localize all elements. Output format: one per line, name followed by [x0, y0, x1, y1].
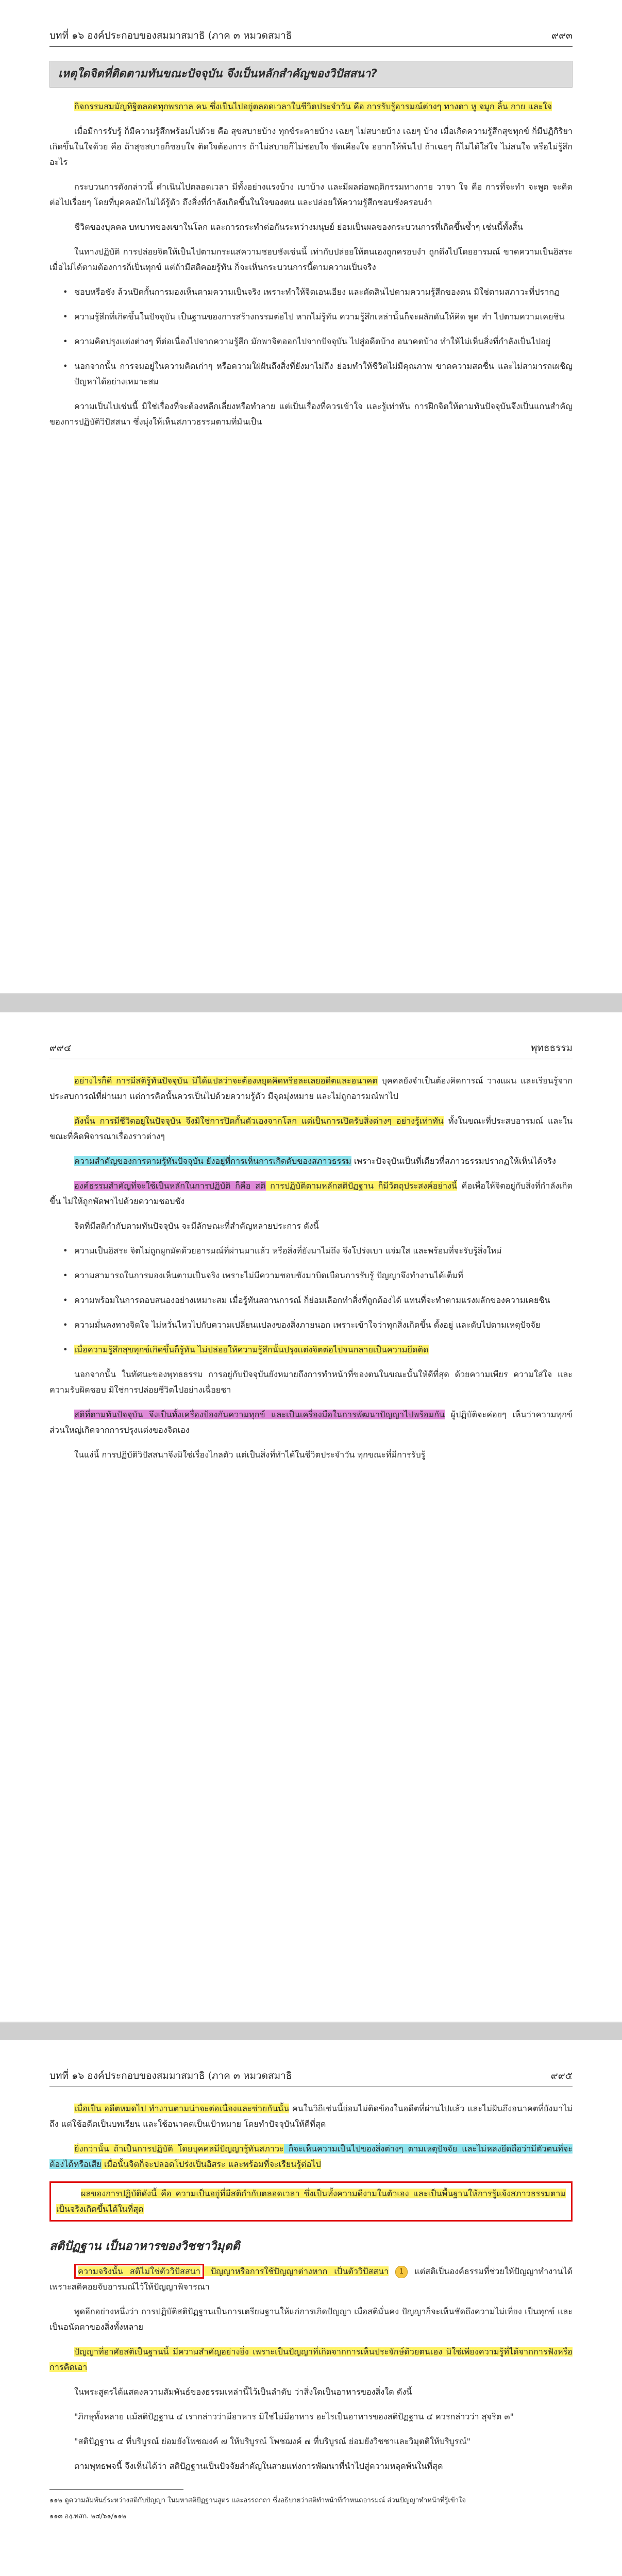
bullet-item: • ความเป็นอิสระ จิตไม่ถูกผูกมัดด้วยอารมณ์ที่ผ่านมาแล้ว หรือสิ่งที่ยังมาไม่ถึง จึงโปร่งเบา แจ่มใส และพร้อมที่จะรับรู้สิ่งใหม่ — [49, 1243, 573, 1259]
paragraph: ตามพุทธพจนี้ จึงเห็นได้ว่า สติปัฏฐานเป็นปัจจัยสำคัญในสายแห่งการพัฒนาที่นำไปสู่ความหลุดพ้นในที่สุด — [74, 2461, 443, 2471]
highlighted-text: ดังนั้น การมีชีวิตอยู่ในปัจจุบัน จึงมิใช่การปิดกั้นตัวเองจากโลก แต่เป็นการเปิดรับสิ่งต่างๆ อย่างรู้เท่าทัน — [74, 1116, 444, 1126]
highlighted-text-magenta: สติที่ตามทันปัจจุบัน จึงเป็นทั้งเครื่องป้องกันความทุกข์ และเป็นเครื่องมือในการพัฒนาปัญญาไปพร้อมกัน — [74, 1410, 445, 1419]
quote: "ภิกษุทั้งหลาย แม้สติปัฏฐาน ๔ เรากล่าวว่ามีอาหาร มิใช่ไม่มีอาหาร อะไรเป็นอาหารของสติปัฏฐาน ๔ ควรกล่าวว่า สุจริต ๓" — [74, 2412, 514, 2421]
paragraph: ความเป็นไปเช่นนี้ มิใช่เรื่องที่จะต้องหลีกเลี่ยงหรือทำลาย แต่เป็นเรื่องที่ควรเข้าใจ และรู้เท่าทัน การฝึกจิตให้ตามทันปัจจุบันจึงเป็นแกนสำคัญของการปฏิบัติวิปัสสนา ซึ่งมุ่งให้เห็นสภาวธรรมตามที่มันเป็น — [49, 401, 573, 427]
header-book-title: พุทธธรรม — [530, 1042, 573, 1054]
highlighted-text: ยิ่งกว่านั้น ถ้าเป็นการปฏิบัติ โดยบุคคลมีปัญญารู้ทันสภาวะ — [74, 2144, 284, 2154]
highlighted-text-cyan: ก็จะเห็นความเป็นไปของสิ่งต่างๆ ตามเหตุปัจจัย และไม่หลงยึดถือว่ามีตัวตนที่จะต้องได้หรือเสีย — [49, 2144, 573, 2169]
highlighted-text: ความจริงนั้น สติไม่ใช่ตัววิปัสสนา — [78, 2266, 200, 2276]
paragraph: ในทางปฏิบัติ การปล่อยจิตให้เป็นไปตามกระแสความชอบชังเช่นนี้ เท่ากับปล่อยให้ตนเองถูกครอบงำ ถูกดึงไปโดยอารมณ์ ขาดความเป็นอิสระ เมื่อไม่ได้ตามต้องการก็เป็นทุกข์ แต่ถ้ามีสติคอยรู้ทัน ก็จะเห็นกระบวนการนี้ตามความเป็นจริง — [49, 247, 573, 272]
paragraph: พูดอีกอย่างหนึ่งว่า การปฏิบัติสติปัฏฐานเป็นการเตรียมฐานให้แก่การเกิดปัญญา เมื่อสติมั่นคง ปัญญาก็จะเห็นชัดถึงความไม่เที่ยง เป็นทุกข์ และเป็นอนัตตาของสิ่งทั้งหลาย — [49, 2307, 573, 2332]
paragraph-text: ทั้งในขณะที่ประสบอารมณ์ และในขณะที่คิดพิจารณาเรื่องราวต่างๆ — [49, 1116, 573, 1141]
paragraph: เมื่อมีการรับรู้ ก็มีความรู้สึกพร้อมไปด้วย คือ สุขสบายบ้าง ทุกข์ระคายบ้าง เฉยๆ ไม่สบายบ้าง เฉยๆ บ้าง เมื่อเกิดความรู้สึกสุขทุกข์ ก็มีปฏิกิริยาเกิดขึ้นในใจด้วย คือ ถ้าสุขสบายก็ชอบใจ ติดใจต้องการ ถ้าไม่สบายก็ไม่ชอบใจ ขัดเคืองใจ อยากให้พ้นไป ถ้าเฉยๆ ก็ไม่ได้ใส่ใจ ไม่สนใจ หรือไม่รู้สึกอะไร — [49, 126, 573, 167]
footnote-divider — [49, 2489, 183, 2490]
bullet-item: • ความมั่นคงทางจิตใจ ไม่หวั่นไหวไปกับความเปลี่ยนแปลงของสิ่งภายนอก เพราะเข้าใจว่าทุกสิ่งเกิดขึ้น ตั้งอยู่ และดับไปตามเหตุปัจจัย — [49, 1317, 573, 1333]
paragraph-text: ผู้ปฏิบัติจะค่อยๆ เห็นว่าความทุกข์ส่วนใหญ่เกิดจากการปรุงแต่งของจิตเอง — [49, 1410, 573, 1435]
header-page-number: ๙๙๓ — [551, 30, 573, 41]
bullet-item: • ความรู้สึกที่เกิดขึ้นในปัจจุบัน เป็นฐานของการสร้างกรรมต่อไป หากไม่รู้ทัน ความรู้สึกเหล่านั้นก็จะผลักดันให้คิด พูด ทำ ไปตามความเคยชิน — [49, 309, 573, 325]
highlighted-text-cyan: ความสำคัญของการตามรู้ทันปัจจุบัน ยังอยู่ที่การเห็นการเกิดดับของสภาวธรรม — [74, 1156, 351, 1166]
highlighted-text: ผลของการปฏิบัติดังนี้ คือ ความเป็นอยู่ที่มีสติกำกับตลอดเวลา ซึ่งเป็นทั้งความดีงามในตัวเอง และเป็นพื้นฐานให้การรู้แจ้งสภาวธรรมตามเป็นจริงเกิดขึ้นได้ในที่สุด — [56, 2189, 566, 2214]
document-page-3 — [0, 2040, 622, 2576]
comment-marker-icon[interactable]: 1 — [395, 2266, 408, 2278]
header-chapter: บทที่ ๑๖ องค์ประกอบของสมมาสมาธิ (ภาค ๓ หมวดสมาธิ — [49, 30, 292, 41]
highlighted-text: อย่างไรก็ดี การมีสติรู้ทันปัจจุบัน มิได้แปลว่าจะต้องหยุดคิดหรือละเลยอดีตและอนาคต — [74, 1076, 378, 1086]
red-annotation-box — [49, 2181, 573, 2222]
header-chapter: บทที่ ๑๖ องค์ประกอบของสมมาสมาธิ (ภาค ๓ หมวดสมาธิ — [49, 2070, 292, 2081]
quote: "สติปัฏฐาน ๔ ที่บริบูรณ์ ย่อมยังโพชฌงค์ ๗ ให้บริบูรณ์ โพชฌงค์ ๗ ที่บริบูรณ์ ย่อมยังวิชชาและวิมุตติให้บริบูรณ์" — [74, 2436, 471, 2446]
paragraph-text: คนในวิถีเช่นนี้ย่อมไม่ติดข้องในอดีตที่ผ่านไปแล้ว และไม่ฝันถึงอนาคตที่ยังมาไม่ถึง แต่ใช้อดีตเป็นบทเรียน และใช้อนาคตเป็นเป้าหมาย โดยทำปัจจุบันให้ดีที่สุด — [49, 2104, 573, 2129]
page-gap — [0, 994, 622, 1012]
section-title-box: เหตุใดจิตที่ติดตามทันขณะปัจจุบัน จึงเป็นหลักสำคัญของวิปัสสนา? — [49, 61, 573, 88]
highlighted-text: ปัญญาที่อาศัยสติเป็นฐานนี้ มีความสำคัญอย่างยิ่ง เพราะเป็นปัญญาที่เกิดจากการเห็นประจักษ์ด้วยตนเอง มิใช่เพียงความรู้ที่ได้จากการฟังหรือการคิดเอา — [49, 2347, 573, 2372]
bullet-item: • ชอบหรือชัง ล้วนปิดกั้นการมองเห็นตามความเป็นจริง เพราะทำให้จิตเอนเอียง และตัดสินไปตามความรู้สึกของตน มิใช่ตามสภาวะที่ปรากฏ — [49, 284, 573, 300]
highlighted-text: กิจกรรมสมมัญทิฐิตลอดทุกพรกาล คน ซึ่งเป็นไปอยู่ตลอดเวลาในชีวิตประจำวัน คือ การรับรู้อารมณ์ต่างๆ ทางตา หู จมูก ลิ้น กาย และใจ — [74, 101, 552, 111]
paragraph: จิตที่มีสติกำกับตามทันปัจจุบัน จะมีลักษณะที่สำคัญหลายประการ ดังนี้ — [74, 1221, 319, 1231]
bullet-item: • ความสามารถในการมองเห็นตามเป็นจริง เพราะไม่มีความชอบชังมาบิดเบือนการรับรู้ ปัญญาจึงทำงานได้เต็มที่ — [49, 1268, 573, 1283]
paragraph: ในแง่นี้ การปฏิบัติวิปัสสนาจึงมิใช่เรื่องไกลตัว แต่เป็นสิ่งที่ทำได้ในชีวิตประจำวัน ทุกขณะที่มีการรับรู้ — [74, 1450, 426, 1460]
bullet-item: • นอกจากนั้น การจมอยู่ในความคิดเก่าๆ หรือความใฝ่ฝันถึงสิ่งที่ยังมาไม่ถึง ย่อมทำให้ชีวิตไม่มีคุณภาพ ขาดความสดชื่น และไม่สามารถเผชิญปัญหาได้อย่างเหมาะสม — [49, 359, 573, 389]
page-header — [49, 30, 573, 47]
bullet-item: • ความคิดปรุงแต่งต่างๆ ที่ต่อเนื่องไปจากความรู้สึก มักพาจิตออกไปจากปัจจุบัน ไปสู่อดีตบ้าง อนาคตบ้าง ทำให้ไม่เห็นสิ่งที่กำลังเป็นไปอยู่ — [49, 334, 573, 349]
footnote: ๑๑๒ ดูความสัมพันธ์ระหว่างสติกับปัญญา ในมหาสติปัฏฐานสูตร และอรรถกถา ซึ่งอธิบายว่าสติทำหน้าที่กำหนดอารมณ์ ส่วนปัญญาทำหน้าที่รู้เข้าใจ — [49, 2497, 466, 2504]
highlighted-text: เมื่อความรู้สึกสุขทุกข์เกิดขึ้นก็รู้ทัน ไม่ปล่อยให้ความรู้สึกนั้นปรุงแต่งจิตต่อไปจนกลายเป็นความยึดติด — [74, 1345, 429, 1354]
paragraph: ชีวิตของบุคคล บทบาทของเขาในโลก และการกระทำต่อกันระหว่างมนุษย์ ย่อมเป็นผลของกระบวนการที่เกิดขึ้นซ้ำๆ เช่นนี้ทั้งสิ้น — [74, 222, 523, 232]
paragraph: นอกจากนั้น ในทัศนะของพุทธธรรม การอยู่กับปัจจุบันยังหมายถึงการทำหน้าที่ของตนในขณะนั้นให้ดีที่สุด ด้วยความเพียร ความใส่ใจ และความรับผิดชอบ มิใช่การปล่อยชีวิตไปอย่างเฉื่อยชา — [49, 1369, 573, 1395]
paragraph: ในพระสูตรได้แสดงความสัมพันธ์ของธรรมเหล่านี้ไว้เป็นลำดับ ว่าสิ่งใดเป็นอาหารของสิ่งใด ดังนี้ — [74, 2387, 412, 2397]
paragraph-text: บุคคลยังจำเป็นต้องคิดการณ์ วางแผน และเรียนรู้จากประสบการณ์ที่ผ่านมา แต่การคิดนั้นควรเป็นไปด้วยความรู้ตัว มีจุดมุ่งหมาย และไม่ถูกอารมณ์พาไป — [49, 1076, 573, 1101]
page-gap — [0, 2023, 622, 2040]
highlighted-text-magenta: องค์ธรรมสำคัญที่จะใช้เป็นหลักในการปฏิบัติ ก็คือ สติ — [74, 1181, 266, 1191]
paragraph-text: แต่สติเป็นองค์ธรรมที่ช่วยให้ปัญญาทำงานได้ เพราะสติคอยจับอารมณ์ไว้ให้ปัญญาพิจารณา — [49, 2266, 573, 2292]
document-page-2 — [0, 1012, 622, 2023]
paragraph-text: คือเพื่อให้จิตอยู่กับสิ่งที่กำลังเกิดขึ้น ไม่ให้ถูกพัดพาไปด้วยความชอบชัง — [49, 1181, 573, 1206]
highlighted-text: เมื่อนั้นจิตก็จะปลอดโปร่งเป็นอิสระ และพร้อมที่จะเรียนรู้ต่อไป — [101, 2159, 321, 2169]
page-header — [49, 2070, 573, 2087]
paragraph: กระบวนการดังกล่าวนี้ ดำเนินไปตลอดเวลา มีทั้งอย่างแรงบ้าง เบาบ้าง และมีผลต่อพฤติกรรมทางกาย วาจา ใจ คือ การที่จะทำ จะพูด จะคิดต่อไปเรื่อยๆ โดยที่บุคคลมักไม่ได้รู้ตัว ถึงสิ่งที่กำลังเกิดขึ้นในใจของตน และปล่อยให้ความรู้สึกชอบชังครอบงำ — [49, 182, 573, 207]
document-page-1 — [0, 0, 622, 994]
highlighted-text: การปฏิบัติตามหลักสติปัฏฐาน ก็มีวัตถุประสงค์อย่างนี้ — [265, 1181, 457, 1191]
footnote: ๑๑๓ องฺ.ทสก. ๒๔/๖๑/๑๑๒ — [49, 2513, 127, 2520]
highlighted-text: ปัญญาหรือการใช้ปัญญาต่างหาก เป็นตัววิปัสสนา — [204, 2266, 389, 2276]
red-annotation-inline — [74, 2264, 204, 2279]
page-header — [49, 1042, 573, 1059]
header-page-number: ๙๙๕ — [550, 2070, 573, 2081]
highlighted-text: เมื่อเป็น อดีตหมดไป ทำงานตามน่าจะต่อเนื่องและช่วยกันนั้น — [74, 2104, 290, 2113]
bullet-item: • ความพร้อมในการตอบสนองอย่างเหมาะสม เมื่อรู้ทันสถานการณ์ ก็ย่อมเลือกทำสิ่งที่ถูกต้องได้ แทนที่จะทำตามแรงผลักของความเคยชิน — [49, 1293, 573, 1308]
section-heading: สติปัฏฐาน เป็นอาหารของวิชชาวิมุตติ — [49, 2240, 240, 2253]
header-page-number: ๙๙๔ — [49, 1042, 72, 1054]
paragraph-text: เพราะปัจจุบันเป็นที่เดียวที่สภาวธรรมปรากฏให้เห็นได้จริง — [351, 1156, 556, 1166]
